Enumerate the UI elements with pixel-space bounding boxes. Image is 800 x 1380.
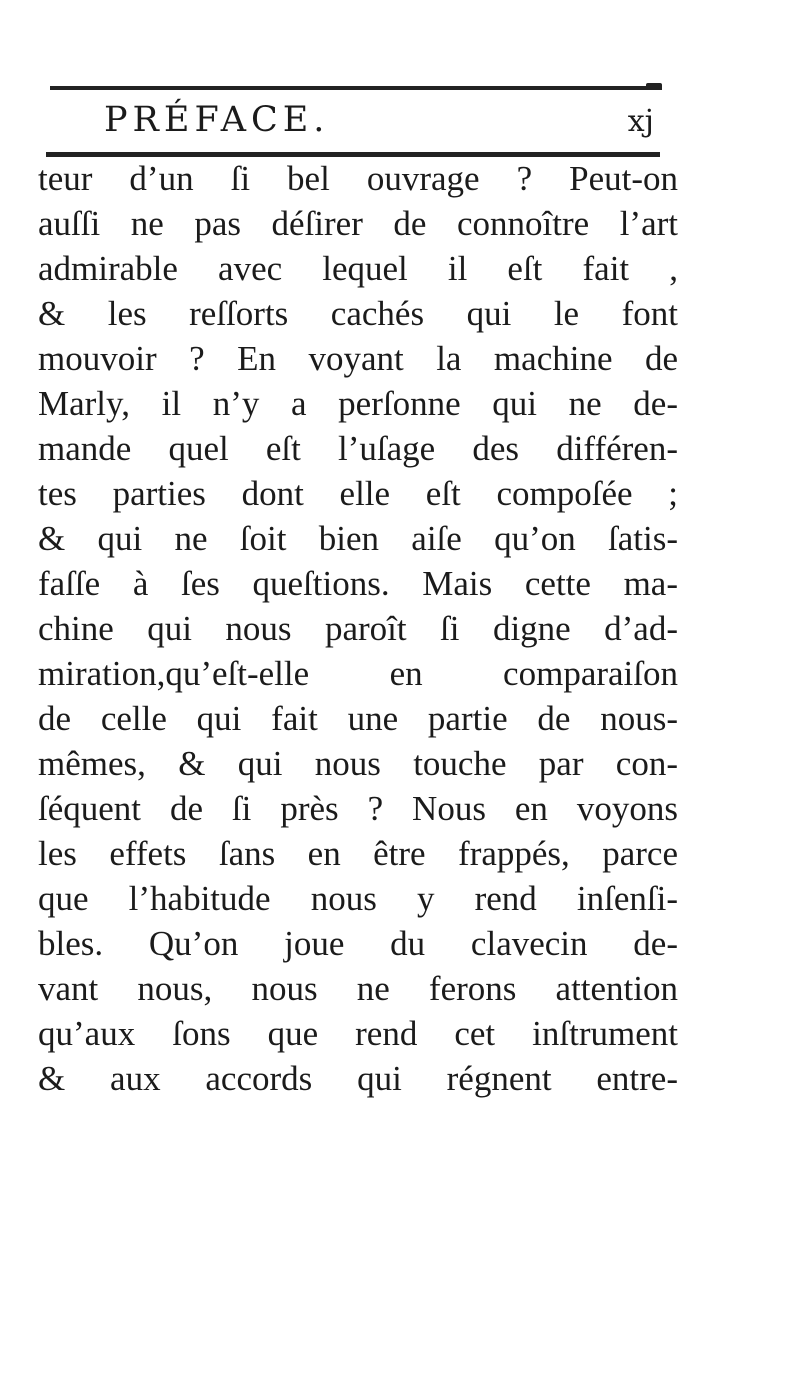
text-line: auſſi ne pas déſirer de connoître l’art	[38, 204, 678, 243]
text-line: mêmes, & qui nous touche par con-	[38, 744, 678, 783]
text-line: faſſe à ſes queſtions. Mais cette ma-	[38, 564, 678, 603]
text-line: bles. Qu’on joue du clavecin de-	[38, 924, 678, 963]
text-line: & qui ne ſoit bien aiſe qu’on ſatis-	[38, 519, 678, 558]
text-line: ſéquent de ſi près ? Nous en voyons	[38, 789, 678, 828]
text-line: & aux accords qui régnent entre-	[38, 1059, 678, 1098]
body-text	[38, 156, 678, 1101]
text-line: & les reſſorts cachés qui le font	[38, 294, 678, 333]
text-line: Marly, il n’y a perſonne qui ne de-	[38, 384, 678, 423]
text-line: les effets ſans en être frappés, parce	[38, 834, 678, 873]
text-line: miration,qu’eſt-elle en comparaiſon	[38, 654, 678, 693]
page-header	[50, 96, 662, 146]
header-rule-top	[50, 86, 662, 90]
text-line: qu’aux ſons que rend cet inſtrument	[38, 1014, 678, 1053]
text-line: tes parties dont elle eſt compoſée ;	[38, 474, 678, 513]
page-number: xj	[627, 104, 654, 139]
running-title: PRÉFACE.	[104, 100, 330, 140]
text-line: teur d’un ſi bel ouvrage ? Peut-on	[38, 159, 678, 198]
text-line: admirable avec lequel il eſt fait ,	[38, 249, 678, 288]
text-line: chine qui nous paroît ſi digne d’ad-	[38, 609, 678, 648]
text-line: mande quel eſt l’uſage des différen-	[38, 429, 678, 468]
text-line: vant nous, nous ne ferons attention	[38, 969, 678, 1008]
text-line: mouvoir ? En voyant la machine de	[38, 339, 678, 378]
text-line: de celle qui fait une partie de nous-	[38, 699, 678, 738]
text-line: que l’habitude nous y rend inſenſi-	[38, 879, 678, 918]
